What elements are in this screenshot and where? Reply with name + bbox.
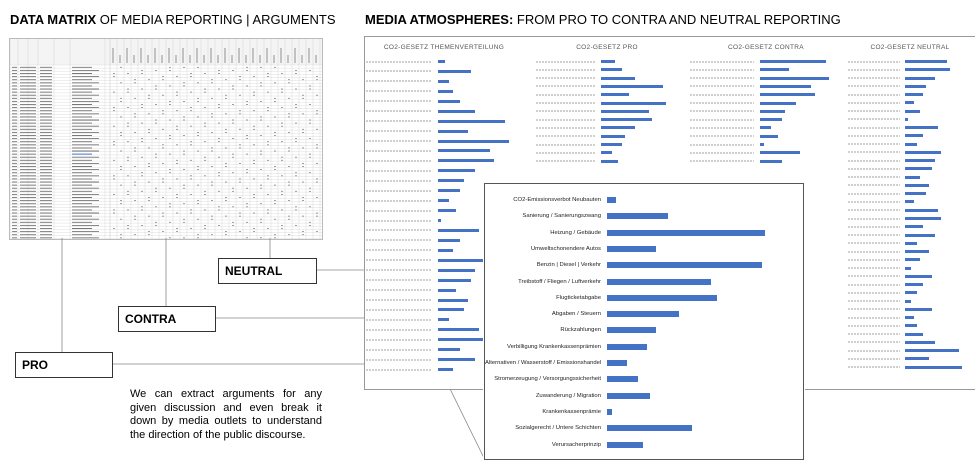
panel-row-label — [366, 190, 432, 192]
panel-bar — [601, 143, 621, 146]
panel-row-label — [366, 120, 432, 122]
panel-row-label — [536, 110, 596, 112]
panel-bar — [601, 110, 649, 113]
panel-bar — [905, 134, 923, 137]
panel-row-label — [848, 234, 900, 236]
panel-bar — [905, 275, 932, 278]
panel-bar — [905, 316, 914, 319]
panel-row-label — [536, 127, 596, 129]
panel-row-label — [366, 160, 432, 162]
panel-bar — [601, 85, 662, 88]
panel-bar — [760, 60, 826, 63]
panel-row-label — [848, 366, 900, 368]
panel-row-label — [848, 102, 900, 104]
panel-row-label — [848, 94, 900, 96]
bar — [607, 246, 656, 252]
panel-row-label — [536, 160, 596, 162]
panel-bar — [905, 267, 911, 270]
panel-row-label — [848, 251, 900, 253]
bar — [607, 442, 643, 448]
panel-bar — [905, 167, 932, 170]
category-label: Abgaben / Steuern — [551, 311, 601, 318]
panel-row-label — [366, 150, 432, 152]
contra-label — [118, 306, 216, 332]
panel-row-label — [366, 180, 432, 182]
panel-row-label — [366, 130, 432, 132]
panel-bar — [760, 126, 771, 129]
panel-bar — [438, 308, 464, 311]
panel-row-label — [366, 309, 432, 311]
panel-bar — [438, 368, 453, 371]
left-heading-bold: DATA MATRIX — [10, 12, 97, 27]
panel-bar — [438, 209, 457, 212]
category-label: Verbilligung Krankenkassenprämien — [507, 343, 601, 350]
panel-bar — [760, 93, 815, 96]
panel-row-label — [848, 201, 900, 203]
bar — [607, 197, 616, 203]
panel-pro — [536, 38, 678, 178]
panel-row-label — [536, 94, 596, 96]
panel-bar — [905, 357, 929, 360]
panel-bar — [760, 68, 789, 71]
panel-bar — [601, 68, 621, 71]
bar — [607, 393, 650, 399]
panel-row-label — [848, 184, 900, 186]
description-text: We can extract arguments for any given discussion and even break it down by media outlets to understand the direction of the public discourse. — [130, 388, 322, 441]
chart-row — [485, 210, 803, 222]
panel-row-label — [536, 85, 596, 87]
category-label: Umweltschonendere Autos — [530, 245, 601, 252]
panel-bar — [905, 101, 914, 104]
contra-label-text: CONTRA — [125, 312, 177, 326]
panel-row-label — [366, 349, 432, 351]
panel-bar — [438, 259, 483, 262]
left-heading-rest: OF MEDIA REPORTING | ARGUMENTS — [96, 12, 336, 27]
panel-bar — [438, 328, 479, 331]
panel-row-label — [366, 100, 432, 102]
chart-row — [485, 357, 803, 369]
panel-row-label — [690, 69, 754, 71]
panel-bar — [438, 358, 475, 361]
panel-row-label — [848, 176, 900, 178]
panel-bar — [905, 192, 926, 195]
panel-bar — [905, 60, 947, 63]
panel-bar — [438, 90, 453, 93]
panel-row-label — [366, 319, 432, 321]
panel-row-label — [848, 292, 900, 294]
category-label: Heizung / Gebäude — [550, 229, 601, 236]
panel-row-label — [366, 279, 432, 281]
panel-row-label — [536, 144, 596, 146]
panel-row-label — [690, 110, 754, 112]
category-label: Sozialgerecht / Untere Schichten — [515, 425, 601, 432]
panel-row-label — [366, 210, 432, 212]
panel-bar — [601, 60, 615, 63]
panel-bar — [905, 242, 917, 245]
panel-row-label — [848, 135, 900, 137]
panel-bar — [905, 258, 920, 261]
panel-row-label — [366, 339, 432, 341]
chart-row — [485, 341, 803, 353]
bar — [607, 311, 679, 317]
panel-row-label — [848, 275, 900, 277]
bar — [607, 409, 612, 415]
panel-row-label — [366, 61, 432, 63]
panel-bar — [905, 341, 935, 344]
panel-bar — [905, 250, 929, 253]
panel-row-label — [536, 135, 596, 137]
panel-bar — [905, 184, 929, 187]
chart-row — [485, 439, 803, 451]
panel-row-label — [366, 220, 432, 222]
panel-bar — [905, 85, 926, 88]
panel-bar — [438, 239, 460, 242]
panel-bar — [905, 291, 917, 294]
pro-label-text: PRO — [22, 358, 49, 372]
panel-row-label — [366, 200, 432, 202]
panel-row-label — [848, 209, 900, 211]
panel-row-label — [848, 127, 900, 129]
category-label: Alternativen / Wasserstoff / Emissionshandel — [485, 360, 602, 366]
panel-bar — [905, 176, 920, 179]
panel-bar — [760, 110, 786, 113]
panel-bar — [438, 120, 505, 123]
panel-row-label — [366, 80, 432, 82]
panel-title: CO2-GESETZ THEMENVERTEILUNG — [383, 44, 505, 51]
panel-row-label — [366, 299, 432, 301]
panel-bar — [760, 135, 778, 138]
panel-bar — [905, 110, 920, 113]
panel-bar — [760, 102, 796, 105]
panel-row-label — [848, 350, 900, 352]
panel-row-label — [848, 151, 900, 153]
panel-bar — [905, 225, 923, 228]
panel-row-label — [366, 269, 432, 271]
panel-bar — [905, 283, 923, 286]
bar — [607, 213, 668, 219]
bar — [607, 295, 717, 301]
panel-row-label — [690, 160, 754, 162]
bar — [607, 344, 647, 350]
pro-label — [15, 352, 113, 378]
panel-row-label — [848, 242, 900, 244]
chart-row — [485, 243, 803, 255]
category-label: Benzin | Diesel | Verkehr — [536, 262, 601, 269]
category-label: CO2-Emissionsverbot Neubauten — [513, 197, 601, 203]
panel-bar — [438, 140, 509, 143]
panel-row-label — [536, 77, 596, 79]
panel-bar — [601, 93, 628, 96]
panel-row-label — [848, 218, 900, 220]
panel-row-label — [690, 102, 754, 104]
panel-row-label — [366, 249, 432, 251]
panel-bar — [760, 77, 829, 80]
panel-row-label — [536, 61, 596, 63]
panel-bar — [905, 333, 923, 336]
panel-row-label — [690, 61, 754, 63]
panel-bar — [438, 130, 468, 133]
bar — [607, 425, 692, 431]
panel-row-label — [366, 229, 432, 231]
panel-bar — [438, 219, 442, 222]
panel-bar — [601, 160, 618, 163]
panel-bar — [438, 110, 475, 113]
panel-row-label — [848, 168, 900, 170]
panel-bar — [438, 189, 460, 192]
panel-bar — [905, 159, 935, 162]
panel-row-label — [366, 359, 432, 361]
panel-row-label — [366, 70, 432, 72]
panel-row-label — [536, 152, 596, 154]
panel-row-label — [848, 333, 900, 335]
panel-bar — [905, 93, 923, 96]
bar — [607, 279, 711, 285]
panel-row-label — [848, 193, 900, 195]
chart-row — [485, 324, 803, 336]
chart-row — [485, 194, 803, 206]
panel-row-label — [848, 77, 900, 79]
panel-contra — [690, 38, 842, 178]
panel-bar — [905, 300, 911, 303]
category-label: Stromerzeugung / Versorgungssicherheit — [494, 376, 601, 383]
panel-bar — [438, 169, 475, 172]
panel-title: CO2-GESETZ CONTRA — [728, 44, 804, 51]
panel-row-label — [848, 143, 900, 145]
panel-bar — [905, 126, 938, 129]
panel-row-label — [366, 170, 432, 172]
panel-bar — [438, 269, 475, 272]
panel-bar — [760, 85, 811, 88]
panel-bar — [438, 289, 457, 292]
panel-row-label — [848, 308, 900, 310]
chart-row — [485, 373, 803, 385]
bar — [607, 376, 638, 382]
panel-bar — [905, 308, 932, 311]
panel-bar — [438, 318, 449, 321]
category-label: Zuwanderung / Migration — [535, 392, 601, 399]
panel-row-label — [366, 259, 432, 261]
panel-bar — [438, 199, 449, 202]
neutral-label — [218, 258, 317, 284]
category-label: Treibstoff / Fliegen / Luftverkehr — [518, 278, 601, 285]
panel-row-label — [366, 289, 432, 291]
panel-bar — [601, 77, 635, 80]
category-label: Krankenkassenprämie — [542, 408, 601, 415]
panel-bar — [905, 118, 908, 121]
panel-bar — [438, 299, 468, 302]
panel-bar — [438, 70, 472, 73]
panel-row-label — [848, 341, 900, 343]
chart-row — [485, 406, 803, 418]
panel-bar — [601, 135, 625, 138]
chart-row — [485, 422, 803, 434]
panel-row-label — [848, 160, 900, 162]
panel-bar — [438, 279, 472, 282]
panel-row-label — [690, 135, 754, 137]
bar — [607, 262, 762, 268]
panel-bar — [438, 348, 460, 351]
panel-bar — [905, 68, 950, 71]
category-label: Rückzahlungen — [560, 327, 601, 334]
panel-row-label — [848, 300, 900, 302]
panel-bar — [760, 118, 782, 121]
right-heading-bold: MEDIA ATMOSPHERES: — [365, 12, 514, 27]
panel-bar — [760, 151, 800, 154]
chart-row — [485, 259, 803, 271]
panel-row-label — [690, 127, 754, 129]
panel-title: CO2-GESETZ NEUTRAL — [870, 44, 950, 51]
chart-row — [485, 276, 803, 288]
panel-bar — [905, 151, 941, 154]
panel-row-label — [690, 77, 754, 79]
right-heading-rest: FROM PRO TO CONTRA AND NEUTRAL REPORTING — [513, 12, 841, 27]
panel-row-label — [848, 267, 900, 269]
panel-row-label — [848, 226, 900, 228]
panel-row-label — [536, 69, 596, 71]
panel-bar — [438, 249, 453, 252]
panel-row-label — [848, 325, 900, 327]
panel-bar — [905, 349, 959, 352]
panel-row-label — [690, 85, 754, 87]
bar — [607, 230, 765, 236]
panel-bar — [601, 151, 611, 154]
category-label: Sanierung / Sanierungszwang — [522, 213, 601, 220]
panel-bar — [905, 217, 941, 220]
panel-row-label — [690, 152, 754, 154]
panel-row-label — [536, 102, 596, 104]
panel-bar — [438, 100, 460, 103]
category-label: Flugticketabgabe — [556, 294, 601, 301]
panel-bar — [438, 149, 490, 152]
panel-neutral — [848, 38, 972, 384]
bar — [607, 360, 627, 366]
panel-row-label — [848, 110, 900, 112]
panel-bar — [760, 160, 782, 163]
panel-title: CO2-GESETZ PRO — [576, 44, 638, 51]
panel-bar — [760, 143, 764, 146]
panel-bar — [438, 60, 445, 63]
panel-row-label — [848, 69, 900, 71]
panel-row-label — [366, 239, 432, 241]
panel-row-label — [848, 358, 900, 360]
panel-row-label — [690, 94, 754, 96]
panel-bar — [905, 366, 962, 369]
panel-row-label — [366, 110, 432, 112]
panel-bar — [438, 229, 479, 232]
panel-row-label — [848, 259, 900, 261]
panel-row-label — [366, 369, 432, 371]
panel-bar — [601, 118, 652, 121]
panel-bar — [601, 102, 666, 105]
panel-bar — [438, 338, 483, 341]
panel-row-label — [848, 118, 900, 120]
panel-bar — [438, 159, 494, 162]
chart-row — [485, 292, 803, 304]
panel-row-label — [366, 329, 432, 331]
neutral-label-text: NEUTRAL — [225, 264, 283, 278]
panel-bar — [905, 200, 914, 203]
panel-row-label — [848, 317, 900, 319]
panel-row-label — [848, 61, 900, 63]
panel-bar — [905, 324, 917, 327]
chart-row — [485, 390, 803, 402]
panel-bar — [438, 179, 464, 182]
panel-bar — [905, 77, 935, 80]
panel-row-label — [366, 90, 432, 92]
category-label: Verursacherprinzip — [551, 441, 601, 448]
panel-row-label — [690, 144, 754, 146]
panel-bar — [905, 234, 935, 237]
zoomed-bar-chart — [484, 183, 804, 460]
panel-row-label — [366, 140, 432, 142]
panel-row-label — [848, 85, 900, 87]
panel-bar — [438, 80, 449, 83]
bar — [607, 327, 656, 333]
chart-row — [485, 227, 803, 239]
panel-row-label — [536, 119, 596, 121]
panel-row-label — [848, 284, 900, 286]
chart-row — [485, 308, 803, 320]
panel-bar — [905, 143, 917, 146]
panel-bar — [601, 126, 635, 129]
panel-row-label — [690, 119, 754, 121]
panel-bar — [905, 209, 938, 212]
